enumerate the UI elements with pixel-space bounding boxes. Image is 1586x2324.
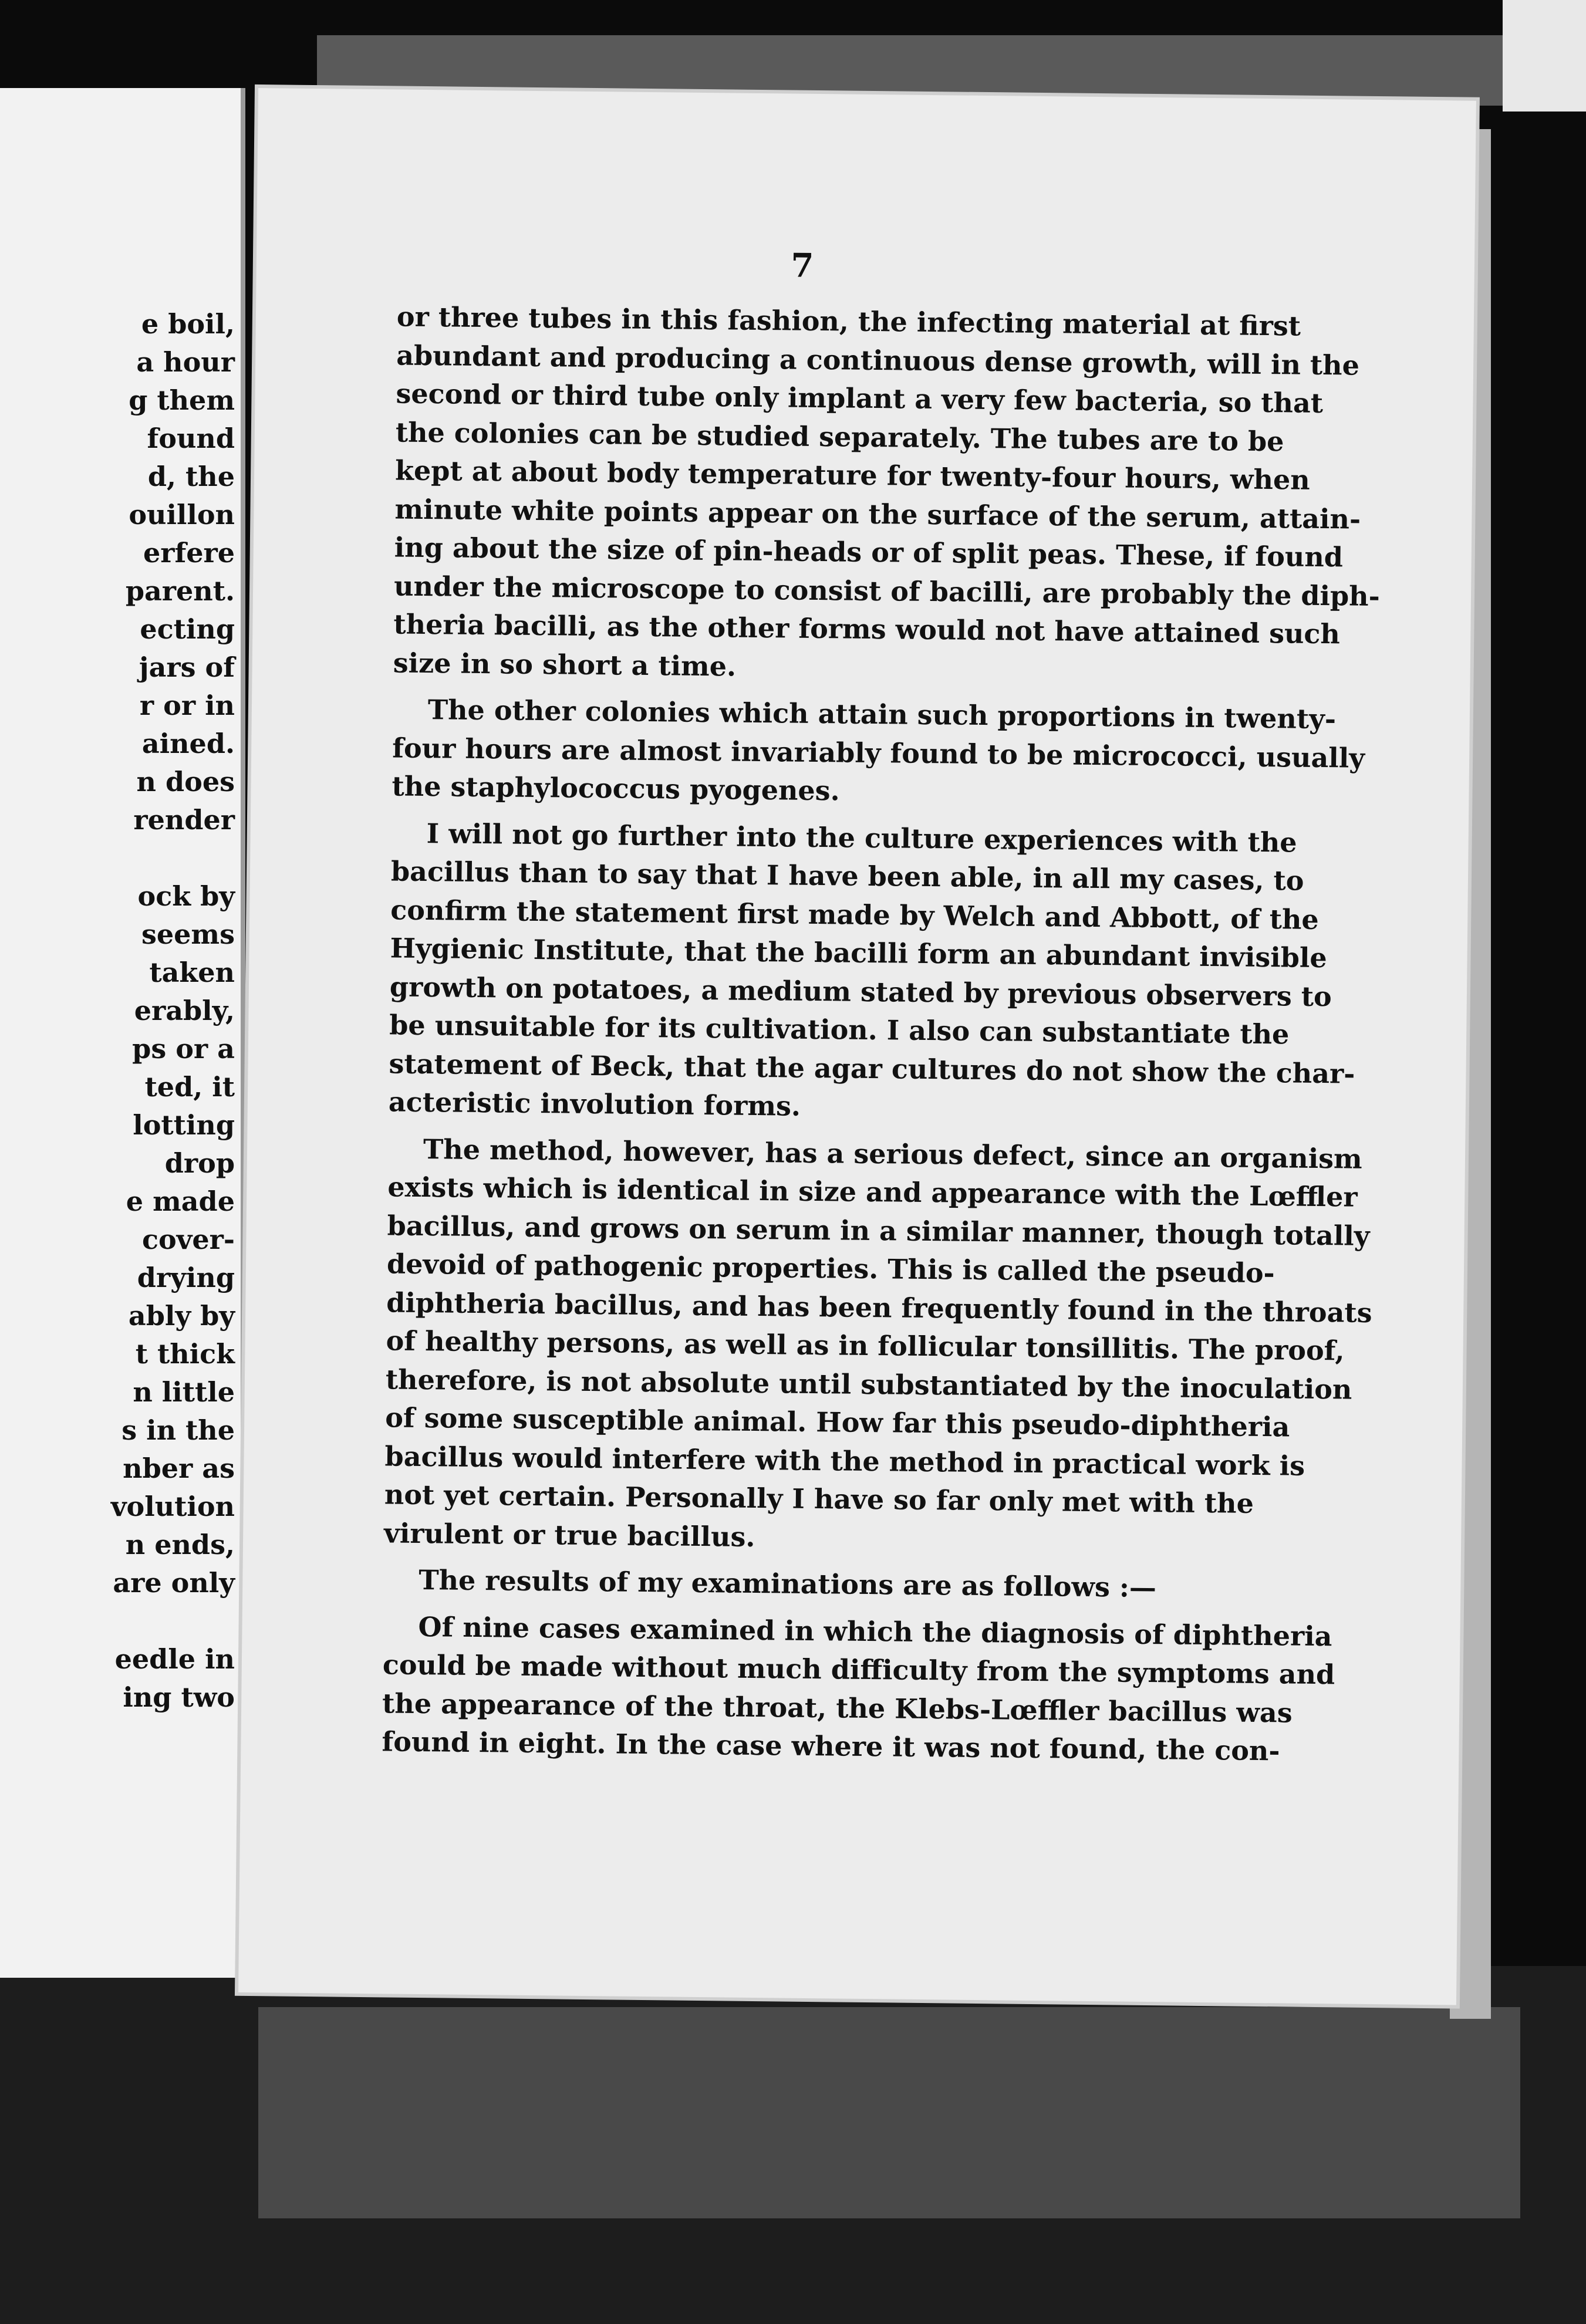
- left-page-line: eedle in: [114, 1643, 235, 1675]
- body-text: [382, 298, 1381, 1778]
- left-page-line: ably by: [128, 1300, 235, 1332]
- left-page-line: jars of: [139, 651, 235, 683]
- text-line: exists which is identical in size and appearance with the Lœffler: [387, 1171, 1358, 1213]
- text-line: statement of Beck, that the agar cultures do not show the char-: [389, 1047, 1355, 1090]
- text-line: bacillus would interfere with the method in practical work is: [384, 1440, 1305, 1482]
- scan-background-texture: [258, 2007, 1520, 2218]
- paragraph: [383, 1560, 1214, 1607]
- left-page-line: ecting: [140, 613, 235, 645]
- left-page-line: ted, it: [144, 1071, 235, 1103]
- left-page-line: t thick: [135, 1338, 235, 1370]
- text-line: four hours are almost invariably found to be micrococci, usually: [392, 731, 1365, 774]
- left-page-line: erably,: [134, 995, 235, 1026]
- text-line: size in so short a time.: [393, 646, 737, 683]
- left-page-line: ock by: [137, 880, 235, 912]
- text-line: ing about the size of pin-heads or of split peas. These, if found: [394, 531, 1344, 573]
- text-line: the colonies can be studied separately. The tubes are to be: [395, 416, 1284, 457]
- left-page-line: ouillon: [129, 499, 235, 531]
- text-line: could be made without much difficulty from the symptoms and: [382, 1649, 1335, 1691]
- left-page-line: a hour: [136, 346, 235, 378]
- text-line: diphtheria bacillus, and has been frequently found in the throats: [386, 1286, 1372, 1329]
- scan-background-corner: [1503, 0, 1586, 112]
- paragraph: [383, 1130, 1372, 1561]
- text-line: theria bacilli, as the other forms would not have attained such: [393, 608, 1341, 650]
- left-page-line: found: [147, 423, 235, 454]
- paragraph: [392, 690, 1365, 814]
- left-page-line: taken: [149, 957, 235, 988]
- left-page-line: e made: [126, 1185, 235, 1217]
- text-line: The method, however, has a serious defect, since an organism: [423, 1133, 1363, 1175]
- left-page-line: nber as: [123, 1452, 235, 1484]
- text-line: found in eight. In the case where it was not found, the con-: [382, 1725, 1280, 1767]
- page-number: 7: [791, 246, 814, 285]
- left-page-line: ing two: [123, 1681, 235, 1713]
- left-page-line: d, the: [147, 461, 235, 492]
- left-page-line: ained.: [141, 728, 235, 759]
- text-line: the appearance of the throat, the Klebs-Lœffler bacillus was: [382, 1687, 1293, 1729]
- text-line: be unsuitable for its cultivation. I also can substantiate the: [389, 1009, 1290, 1050]
- text-line: kept at about body temperature for twenty-four hours, when: [394, 454, 1310, 496]
- right-page: [238, 88, 1476, 2005]
- left-page-line: ps or a: [132, 1033, 235, 1065]
- text-line: therefore, is not absolute until substantiated by the inoculation: [385, 1363, 1352, 1406]
- left-page-line: render: [133, 804, 235, 836]
- paragraph: [382, 1607, 1335, 1770]
- paragraph: [393, 298, 1381, 691]
- text-line: abundant and producing a continuous dense growth, will in the: [396, 339, 1360, 381]
- left-page-line: g them: [129, 384, 235, 416]
- left-page-line: r or in: [139, 690, 235, 721]
- left-page-line: volution: [110, 1491, 235, 1522]
- left-page-line: cover-: [141, 1224, 235, 1255]
- text-line: confirm the statement first made by Welch and Abbott, of the: [390, 893, 1320, 935]
- left-page-line: parent.: [125, 575, 235, 607]
- text-line: second or third tube only implant a very few bacteria, so that: [396, 377, 1324, 420]
- left-page: [0, 88, 245, 1978]
- text-line: or three tubes in this fashion, the infecting material at first: [396, 300, 1301, 342]
- text-line: the staphylococcus pyogenes.: [392, 770, 840, 807]
- left-page-text: [0, 305, 235, 1717]
- text-line: virulent or true bacillus.: [383, 1516, 755, 1553]
- left-page-line: drop: [164, 1147, 235, 1179]
- left-page-line: lotting: [133, 1109, 235, 1141]
- text-line: The other colonies which attain such proportions in twenty-: [427, 694, 1337, 735]
- text-line: bacillus than to say that I have been able, in all my cases, to: [390, 855, 1304, 897]
- text-line: of healthy persons, as well as in follicular tonsillitis. The proof,: [386, 1325, 1345, 1367]
- text-line: growth on potatoes, a medium stated by previous observers to: [389, 970, 1332, 1012]
- text-line: I will not go further into the culture experiences with the: [426, 817, 1297, 859]
- text-line: minute white points appear on the surface of the serum, attain-: [394, 492, 1361, 535]
- text-line: acteristic involution forms.: [388, 1086, 801, 1122]
- paragraph: [388, 814, 1355, 1130]
- text-line: Hygienic Institute, that the bacilli form an abundant invisible: [390, 932, 1327, 974]
- left-page-line: n little: [133, 1376, 235, 1408]
- left-page-line: e boil,: [141, 308, 235, 340]
- text-line: bacillus, and grows on serum in a similar manner, though totally: [387, 1209, 1370, 1252]
- left-page-line: erfere: [143, 537, 235, 569]
- left-page-line: n ends,: [125, 1529, 235, 1560]
- text-line: devoid of pathogenic properties. This is called the pseudo-: [386, 1248, 1275, 1289]
- left-page-line: seems: [141, 918, 235, 950]
- text-line: The results of my examinations are as follows :—: [419, 1564, 1157, 1604]
- left-page-line: s in the: [122, 1414, 235, 1446]
- text-line: of some susceptible animal. How far this pseudo-diphtheria: [385, 1401, 1290, 1443]
- left-page-line: drying: [137, 1262, 235, 1293]
- left-page-line: are only: [113, 1567, 235, 1599]
- text-line: Of nine cases examined in which the diagnosis of diphtheria: [418, 1610, 1332, 1652]
- text-line: not yet certain. Personally I have so far only met with the: [384, 1478, 1254, 1519]
- text-line: under the microscope to consist of bacilli, are probably the diph-: [393, 569, 1381, 612]
- left-page-line: n does: [136, 766, 235, 798]
